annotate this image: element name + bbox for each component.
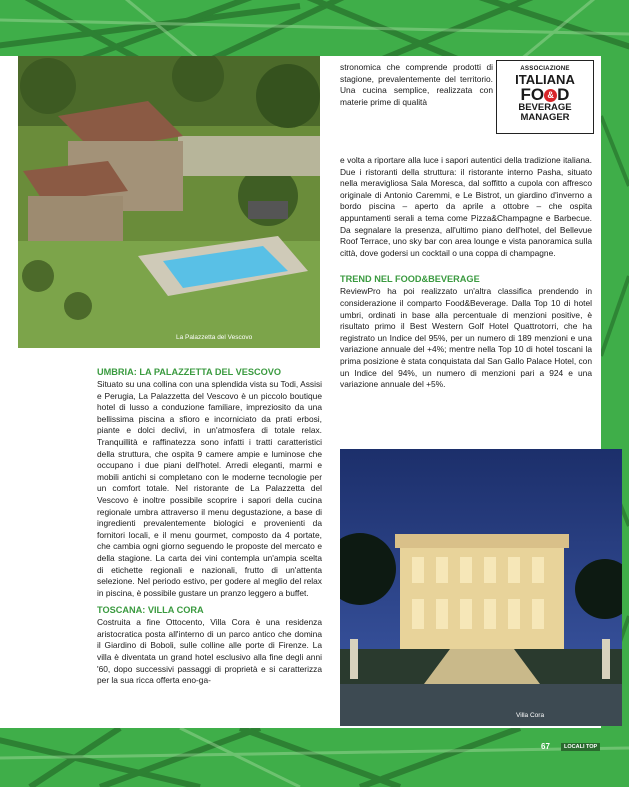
logo-line: D <box>557 85 570 105</box>
top-decorative-band <box>0 0 629 56</box>
body-paragraph: e volta a riportare alla luce i sapori autentici della tradizione italiana. Due i ristoranti della struttura: il ristorante interno Pasha, situato nella meravigliosa Sala Moresca, dal soffitto a cupola con affresco originale di Antonio Caremmi, e Le Bistrot, un giardino d'inverno a bordo piscina – aperto da aprile a ottobre – che ospita appuntamenti serali a tema come Pizza&Champagne e Barbecue. Da segnalare la presenza, all'ultimo piano dell'hotel, del Bellevue Roof Terrace, uno sky bar con area lounge e vista panoramica sulla città, dove godersi un cocktail o una coppa di champagne. <box>340 155 592 258</box>
left-column <box>97 366 322 687</box>
logo-line: FO <box>520 85 545 105</box>
logo-line: ITALIANA <box>515 72 575 88</box>
body-paragraph: Situato su una collina con una splendida vista su Todi, Assisi e Perugia, La Palazzetta del Vescovo è un piccolo boutique hotel di lusso a conduzione familiare, impreziosito da una bellissima piscina a sfioro e incorniciato da prati erbosi, piante e dolci declivi, in un'atmosfera di totale relax. Tranquillità e raffinatezza sono infatti i tratti caratteristici della struttura, che ospita 9 camere ampie e luminose che occupano i due piani dell'hotel. Arredi eleganti, marmi e mobili antichi si completano con le moderne tecnologie per un comfort totale. Nel ristorante de La Palazzetta del Vescovo è inoltre possibile scoprire i sapori della cucina regionale umbra attraverso il menu degustazione, a base di ingredienti prevalentemente biologici e provenienti da fornitori locali, e il menu gourmet, composto da 4 portate, che cambia ogni giorno seguendo le proposte del mercato e della stagione. La carta dei vini contempla un'ampia scelta di etichette regionali e nazionali, frutto di un'attenta selezione. Nel periodo estivo, per godere al meglio del relax in piscina, è possibile gustare un pranzo leggero a buffet. <box>97 379 322 598</box>
section-heading: TREND NEL FOOD&BEVERAGE <box>340 274 480 285</box>
right-column <box>340 155 592 391</box>
photo-caption: La Palazzetta del Vescovo <box>176 334 253 341</box>
logo-line: BEVERAGE <box>518 102 572 114</box>
body-paragraph: stronomica che comprende prodotti di stagione, prevalentemente del territorio. Una cucina semplice, realizzata con materie prime di qualità <box>340 62 493 107</box>
page-number: 67 <box>541 742 550 751</box>
logo-line: ASSOCIAZIONE <box>520 65 570 72</box>
body-paragraph: Costruita a fine Ottocento, Villa Cora è una residenza aristocratica posta all'interno di un parco antico che domina il Giardino di Boboli, sulle colline alle porte di Firenze. La villa è diventata un grand hotel esclusivo alla fine degli anni '60, dopo successivi passaggi di proprietà e si caratterizza per la sua ricca offerta eno-ga- <box>97 617 322 686</box>
section-heading: UMBRIA: LA PALAZZETTA DEL VESCOVO <box>97 367 282 377</box>
bottom-decorative-band <box>0 728 629 787</box>
associazione-logo <box>496 60 594 134</box>
right-column-intro <box>340 62 493 108</box>
palazzetta-photo <box>18 56 320 348</box>
section-heading: TOSCANA: VILLA CORA <box>97 605 204 616</box>
body-paragraph: ReviewPro ha poi realizzato un'altra classifica prendendo in considerazione il comparto Food&Beverage. Dalla Top 10 di hotel umbri, ordinati in base alla percentuale di menzioni positive, è risultato primo il Best Western Golf Hotel Quattrotorri, che ha registrato un Indice del 95%, per un numero di 189 menzioni e una variazione annuale del +4%; mentre nella Top 10 di hotel toscani la prima posizione è stata conquistata dal San Gallo Palace Hotel, con un Indice del 94%, un numero di menzioni pari a 924 e una variazione annuale del +5%. <box>340 286 592 390</box>
photo-caption: Villa Cora <box>516 712 545 719</box>
section-tag: LOCALI TOP <box>561 743 600 751</box>
logo-ampersand: & <box>544 89 557 102</box>
logo-line: MANAGER <box>520 111 570 123</box>
villa-cora-photo <box>340 449 622 726</box>
